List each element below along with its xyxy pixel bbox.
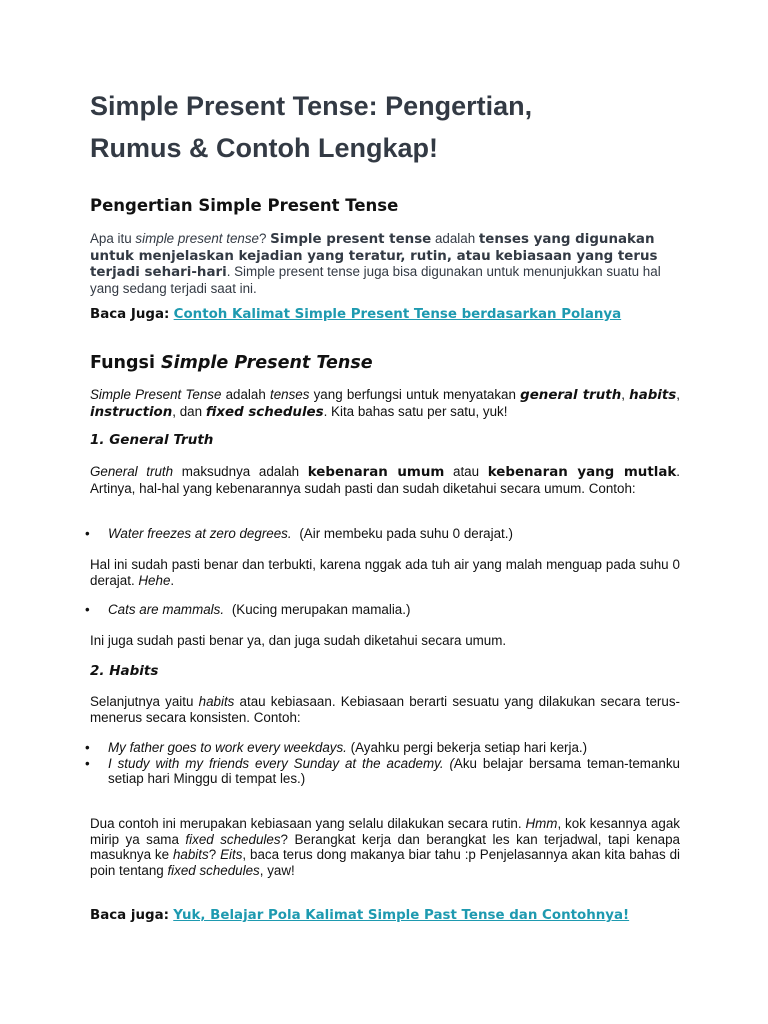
list-item: • Cats are mammals. (Kucing merupakan mamalia.) bbox=[85, 602, 411, 617]
bullet: • bbox=[85, 755, 90, 771]
page-title bbox=[90, 85, 680, 169]
baca-juga-link-1[interactable]: Contoh Kalimat Simple Present Tense berdasarkan Polanya bbox=[173, 307, 622, 322]
list-item: • Water freezes at zero degrees. (Air membeku pada suhu 0 derajat.) bbox=[85, 526, 513, 541]
paragraph-general-truth-2: Hal ini sudah pasti benar dan terbukti, karena nggak ada tuh air yang malah menguap pada suhu 0 derajat. Hehe. bbox=[90, 557, 680, 588]
baca-juga-label: Baca juga: bbox=[90, 908, 169, 923]
paragraph-pengertian: Apa itu simple present tense? Simple present tense adalah tenses yang digunakan untuk menjelaskan kejadian yang teratur, rutin, atau kebiasaan yang terus terjadi sehari-hari. Simple present tense juga bisa digunakan untuk menunjukkan suatu hal yang sedang terjadi saat ini. bbox=[90, 231, 661, 296]
page-title-line2: Rumus & Contoh Lengkap! bbox=[90, 133, 438, 163]
paragraph-habits-2: Dua contoh ini merupakan kebiasaan yang selalu dilakukan secara rutin. Hmm, kok kesannya agak mirip ya sama fixed schedules? Berangkat kerja dan berangkat les kan terjadwal, tapi kenapa masuknya ke habits? Eits, baca terus dong makanya biar tahu :p Penjelasannya akan kita bahas di poin tentang fixed schedules, yaw! bbox=[90, 816, 681, 878]
section-heading-fungsi: Fungsi Simple Present Tense bbox=[90, 353, 373, 373]
example-list-general-truth-2 bbox=[85, 602, 680, 618]
list-item: • I study with my friends every Sunday at the academy. (Aku belajar bersama teman-temanku setiap hari Minggu di tempat les.) bbox=[85, 755, 680, 786]
subheading-general-truth: 1. General Truth bbox=[90, 432, 214, 448]
example-list-general-truth-1 bbox=[85, 526, 680, 542]
baca-juga-label: Baca Juga: bbox=[90, 307, 170, 322]
bullet: • bbox=[85, 526, 90, 541]
section-heading-pengertian: Pengertian Simple Present Tense bbox=[90, 196, 399, 215]
baca-juga-1 bbox=[90, 307, 680, 323]
baca-juga-link-2[interactable]: Yuk, Belajar Pola Kalimat Simple Past Tense dan Contohnya! bbox=[173, 908, 630, 923]
bullet: • bbox=[85, 602, 90, 617]
bullet: • bbox=[85, 740, 90, 755]
subheading-habits: 2. Habits bbox=[90, 663, 159, 679]
paragraph-general-truth: General truth maksudnya adalah kebenaran umum atau kebenaran yang mutlak. Artinya, hal-hal yang kebenarannya sudah pasti dan sudah diketahui secara umum. Contoh: bbox=[90, 464, 680, 496]
paragraph-habits: Selanjutnya yaitu habits atau kebiasaan. Kebiasaan berarti sesuatu yang dilakukan secara terus-menerus secara konsisten. Contoh: bbox=[90, 694, 680, 725]
example-list-habits bbox=[85, 740, 680, 787]
page-title-line1: Simple Present Tense: Pengertian, bbox=[90, 91, 533, 121]
list-item: • My father goes to work every weekdays. (Ayahku pergi bekerja setiap hari kerja.) bbox=[85, 740, 588, 755]
baca-juga-2 bbox=[90, 908, 680, 924]
paragraph-fungsi-intro: Simple Present Tense adalah tenses yang berfungsi untuk menyatakan general truth, habits, instruction, dan fixed schedules. Kita bahas satu per satu, yuk! bbox=[90, 387, 681, 420]
paragraph-general-truth-3: Ini juga sudah pasti benar ya, dan juga sudah diketahui secara umum. bbox=[90, 633, 507, 648]
